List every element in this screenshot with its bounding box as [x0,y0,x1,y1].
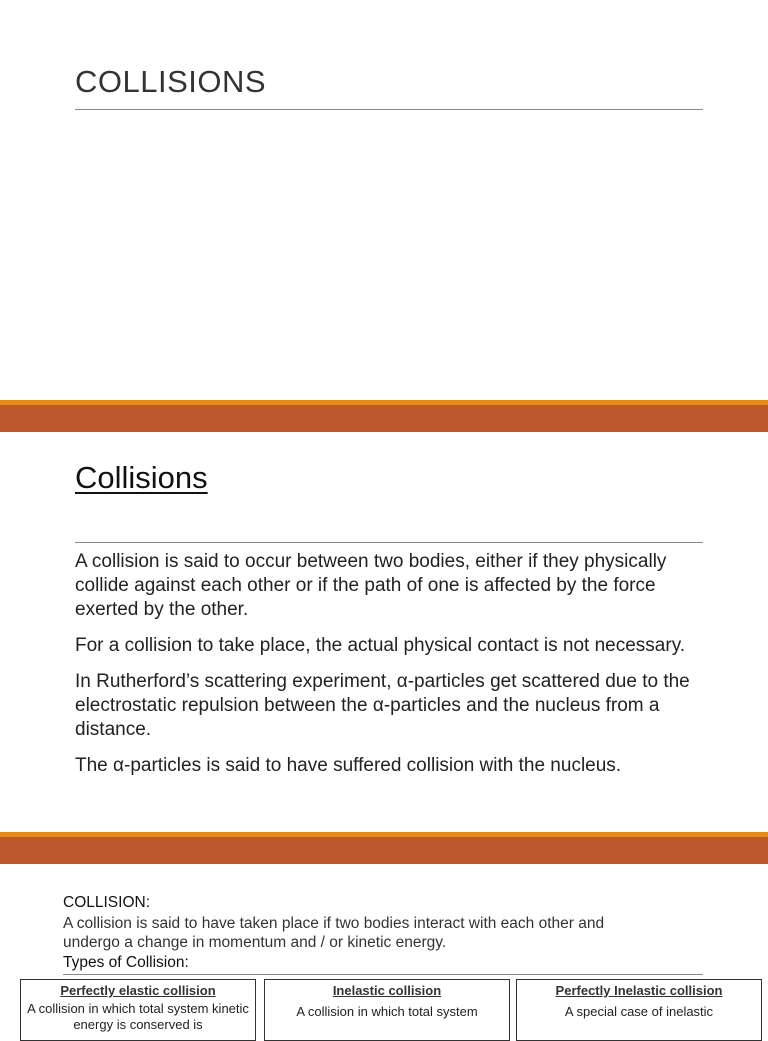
slide-3-heading: COLLISION: [63,894,150,911]
type-box-text: A collision in which total system [296,1004,478,1019]
types-label: Types of Collision: [63,954,189,971]
type-box-text: A collision in which total system kinetic energy is conserved is [27,1001,249,1032]
slide-separator-band [0,400,768,432]
types-divider [63,974,703,975]
band-accent-line [0,832,768,837]
type-box-title: Perfectly Inelastic collision [555,983,723,998]
slide-3 [0,864,768,1032]
body-paragraph: In Rutherford’s scattering experiment, α-particles get scattered due to the electrostatic repulsion between the α-particles and the nucleus from a distance. [75,671,690,740]
type-box-text: A special case of inelastic [564,1004,714,1019]
body-paragraph: The α-particles is said to have suffered collision with the nucleus. [75,755,622,776]
type-box-perfectly-inelastic [516,979,762,1041]
title-divider [75,542,703,543]
slide-2-body [75,550,703,790]
type-box-perfectly-elastic [20,979,256,1041]
slide-separator-band [0,832,768,864]
body-paragraph: A collision is said to occur between two bodies, either if they physically collide against each other or if the path of one is affected by the force exerted by the other. [75,551,667,620]
slide-3-text: A collision is said to have taken place if two bodies interact with each other and undergo a change in momentum and / or kinetic energy. [63,915,605,951]
title-divider [75,109,703,110]
slide-1 [0,0,768,400]
slide-2-title: Collisions [75,460,208,495]
slide-1-title: COLLISIONS [75,64,267,99]
slide-2 [0,432,768,832]
band-accent-line [0,400,768,405]
body-paragraph: For a collision to take place, the actual physical contact is not necessary. [75,635,686,656]
type-box-inelastic [264,979,510,1041]
type-box-title: Inelastic collision [332,983,442,998]
type-box-title: Perfectly elastic collision [60,983,216,998]
